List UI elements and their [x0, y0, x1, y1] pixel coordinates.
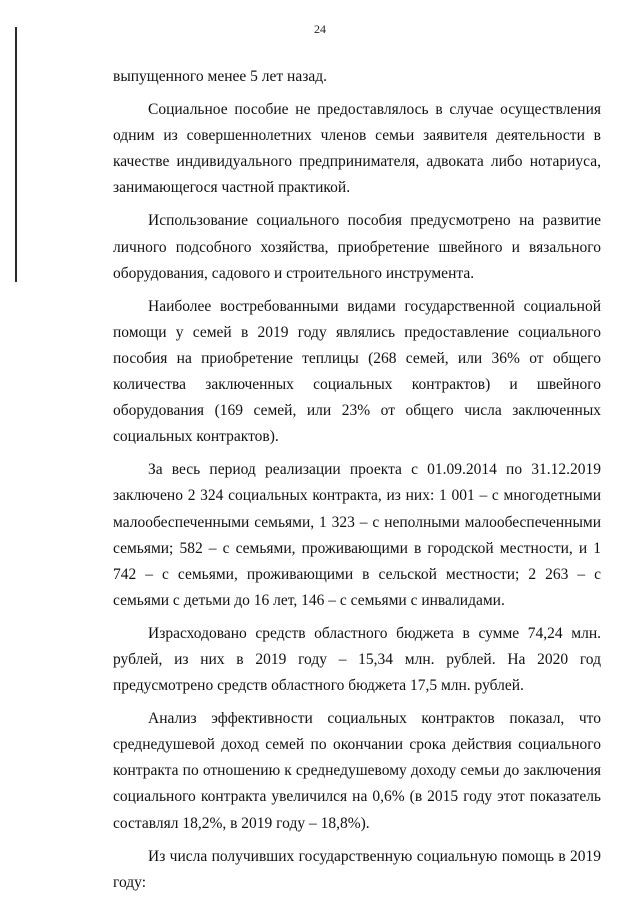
scan-edge-line	[15, 27, 17, 282]
paragraph-project-period: За весь период реализации проекта с 01.09.2014 по 31.12.2019 заключено 2 324 социальных контракта, из них: 1 001 – с многодетными малообеспеченными семьями, 1 323 – с неполными малообеспеченными семьями; 582 – с семьями, проживающими в городской местности, и 1 742 – с семьями, проживающими в сельской местности; 2 263 – с семьями с детьми до 16 лет, 146 – с семьями с инвалидами.	[113, 461, 601, 609]
paragraph-budget-spending: Израсходовано средств областного бюджета в сумме 74,24 млн. рублей, из них в 2019 году – 15,34 млн. рублей. На 2020 год предусмотрено средств областного бюджета 17,5 млн. рублей.	[113, 624, 601, 695]
page-number: 24	[314, 22, 326, 36]
paragraph-popular-assistance: Наиболее востребованными видами государственной социальной помощи у семей в 2019 году являлись предоставление социального пособия на приобретение теплицы (268 семей, или 36% от общего количества заключенных социальных контрактов) и швейного оборудования (169 семей, или 23% от общего числа заключенных социальных контрактов).	[113, 297, 601, 446]
body-text	[113, 64, 601, 903]
paragraph-continuation: выпущенного менее 5 лет назад.	[113, 68, 327, 85]
paragraph-recipients-intro: Из числа получивших государственную социальную помощь в 2019 году:	[113, 847, 601, 891]
paragraph-allowance-usage: Использование социального пособия предусмотрено на развитие личного подсобного хозяйства, приобретение швейного и вязального оборудования, садового и строительного инструмента.	[113, 212, 601, 282]
paragraph-social-allowance-restriction: Социальное пособие не предоставлялось в случае осуществления одним из совершеннолетних членов семьи заявителя деятельности в качестве индивидуального предпринимателя, адвоката либо нотариуса, занимающегося частной практикой.	[113, 101, 601, 197]
paragraph-effectiveness-analysis: Анализ эффективности социальных контрактов показал, что среднедушевой доход семей по окончании срока действия социального контракта по отношению к среднедушевому доходу семьи до заключения социального контракта увеличился на 0,6% (в 2015 году этот показатель составлял 18,2%, в 2019 году – 18,8%).	[113, 710, 601, 832]
